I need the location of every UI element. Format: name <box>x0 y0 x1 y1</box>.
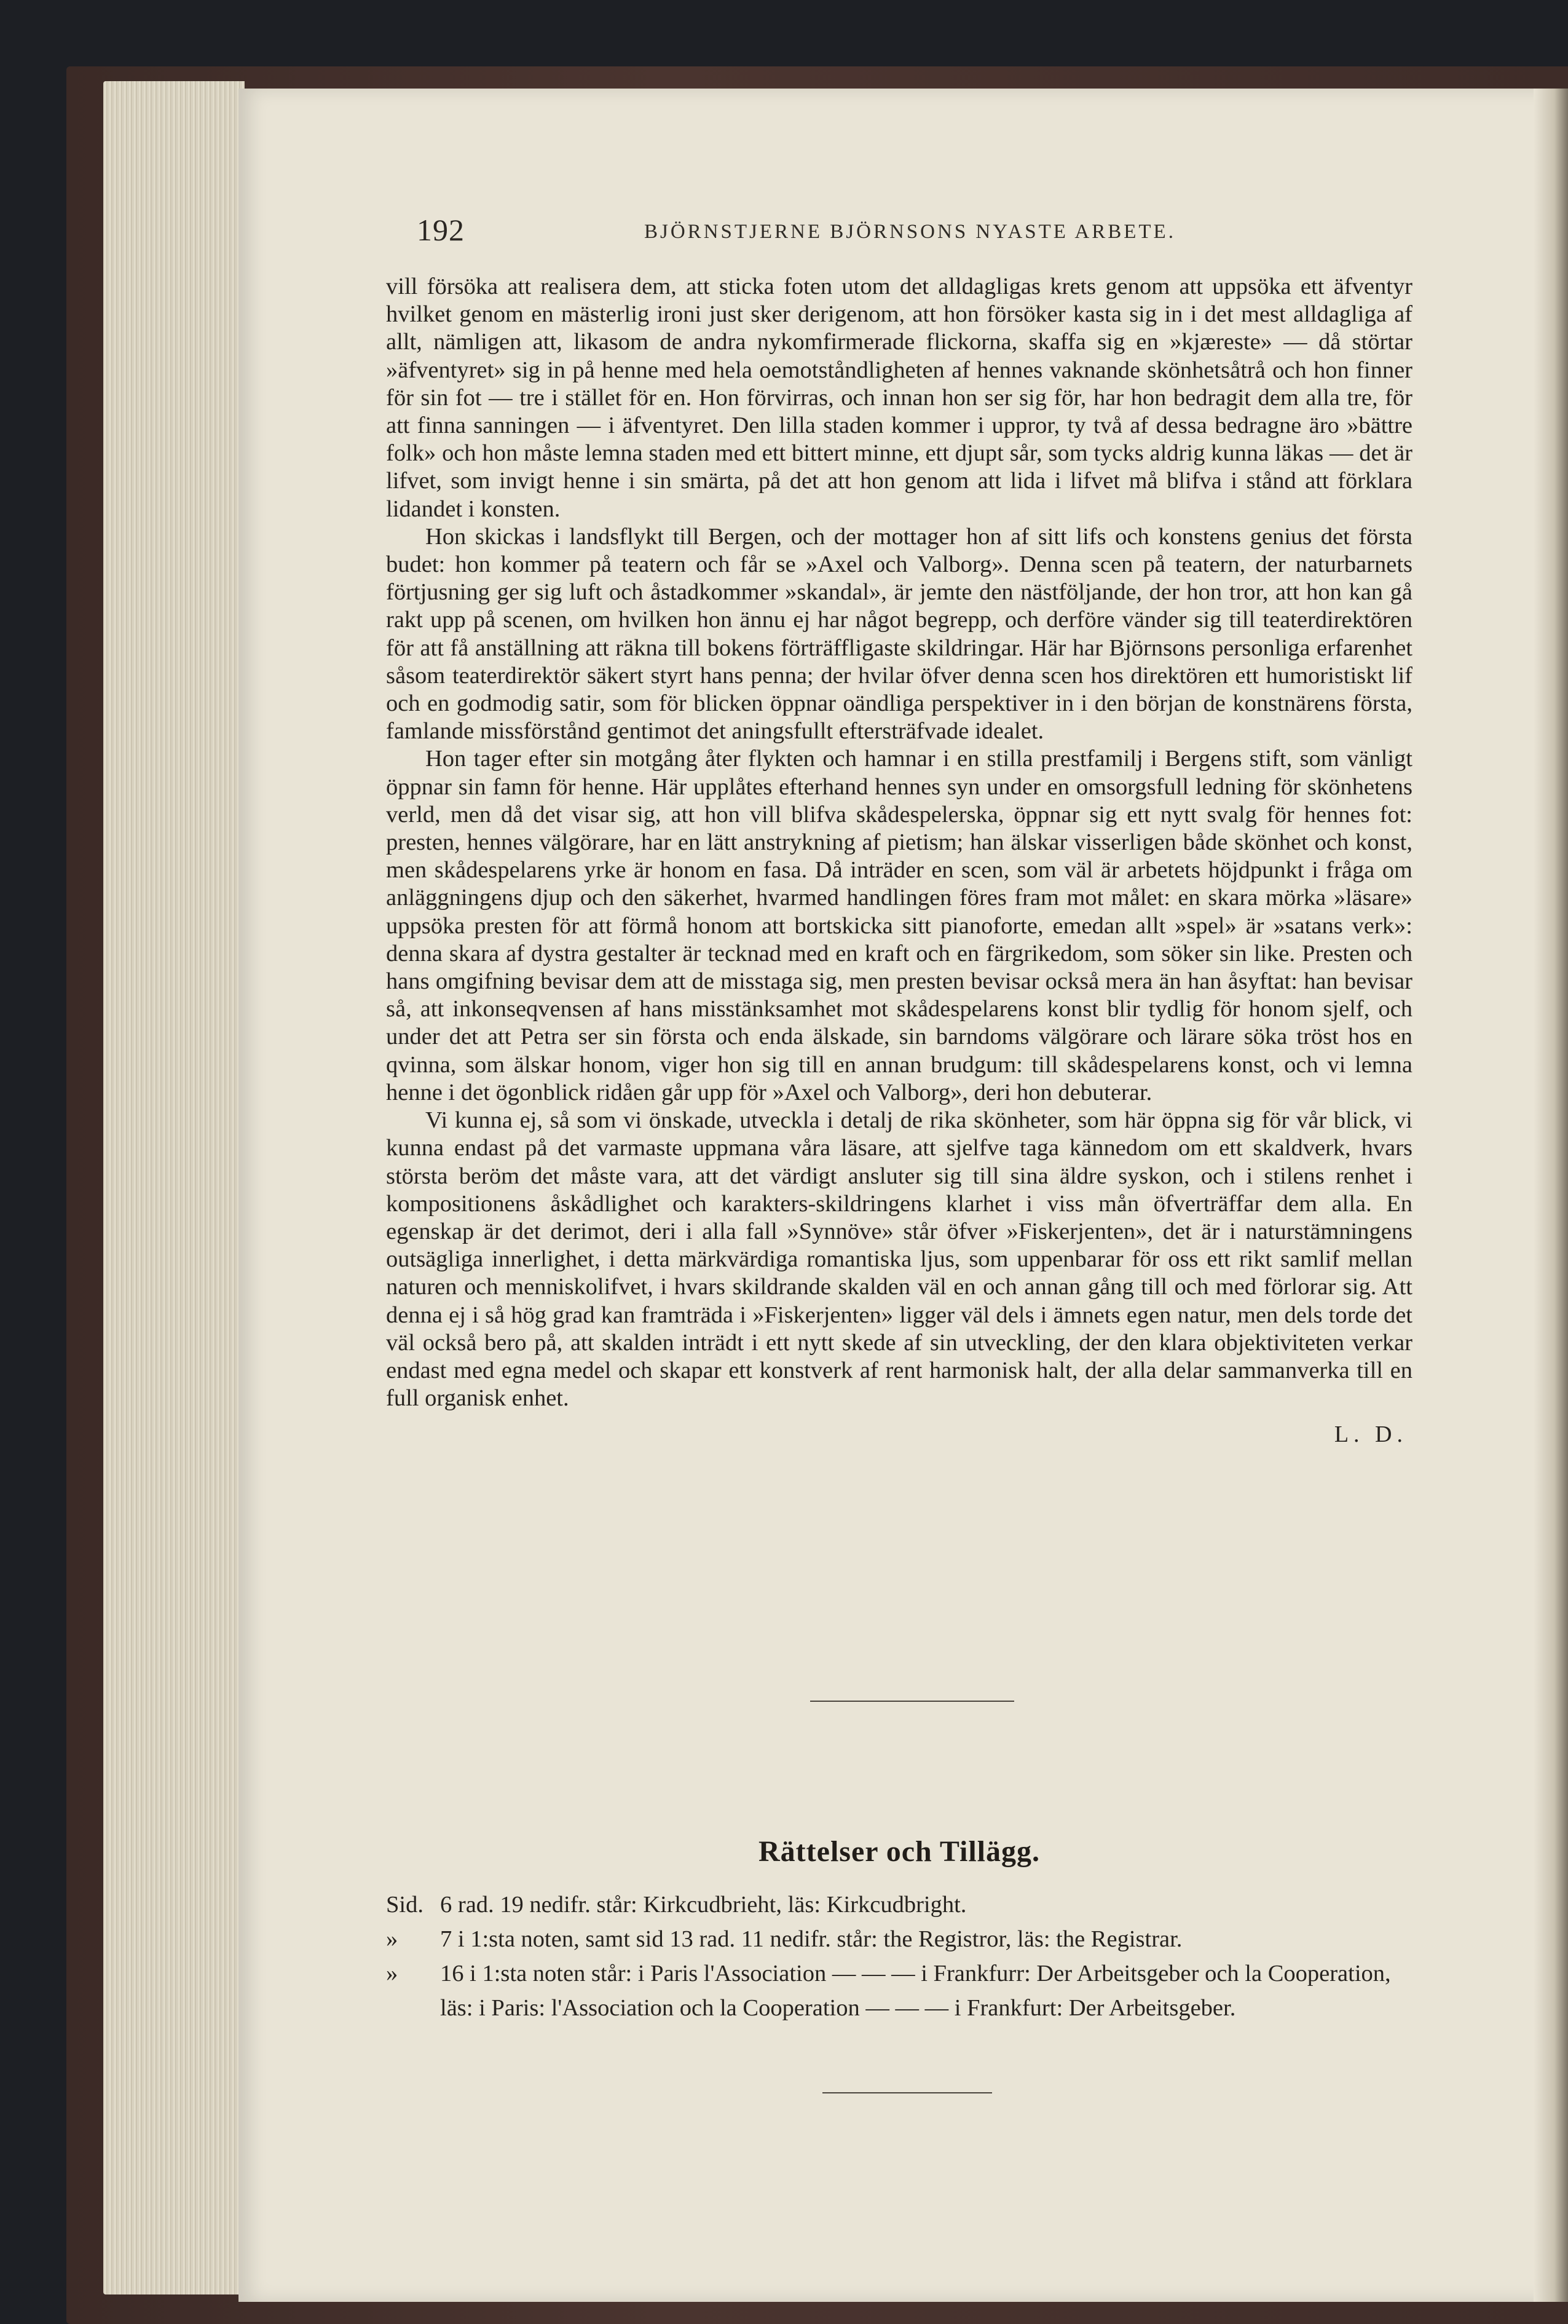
article-body <box>386 273 1412 1449</box>
erratum-text: 6 rad. 19 nedifr. står: Kirkcudbrieht, läs: Kirkcudbright. <box>440 1892 967 1918</box>
erratum-entry <box>386 1922 1412 1956</box>
end-divider <box>822 2092 992 2093</box>
page-edges <box>103 81 245 2294</box>
erratum-entry <box>386 1887 1412 1922</box>
page-number: 192 <box>417 213 465 247</box>
author-signature: L. D. <box>1334 1421 1408 1448</box>
erratum-prefix: » <box>386 1961 398 1986</box>
erratum-text: 16 i 1:sta noten står: i Paris l'Association — — — i Frankfurr: Der Arbeitsgeber och la Cooperation, läs: i Paris: l'Association och la Cooperation — — — i Frankfurt: Der Arbeitsgeber. <box>440 1961 1391 2021</box>
erratum-entry <box>386 1956 1412 2025</box>
paragraph: Hon tager efter sin motgång åter flykten och hamnar i en stilla prestfamilj i Bergens stift, som vänligt öppnar sin famn för henne. Här upplåtes efterhand hennes syn under en omsorgsfull ledning för skönhetens verld, men då det visar sig, att hon vill blifva skådespelerska, öppnar sig ett nytt svalg för hennes fot: presten, hennes välgörare, har en lätt anstrykning af pietism; han älskar visserligen både skönhet och konst, men skådespelarens yrke är honom en fasa. Då inträder en scen, som väl är arbetets höjdpunkt i fråga om anläggningens djup och den säkerhet, hvarmed handlingen föres fram mot målet: en skara mörka »läsare» uppsöka presten för att förmå honom att bortskicka sitt pianoforte, emedan allt »spel» är »satans verk»: denna skara af dystra gestalter är tecknad med en kraft och en färgrikedom, som söker sin like. Presten och hans omgifning bevisar dem att de misstaga sig, men presten bevisar också mera än han åsyftat: han bevisar så, att inkonseqvensen af hans misstänksamhet mot skådespelarens konst blir tydlig för honom sjelf, och under det att Petra ser sin första och enda älskade, sin barndoms välgörare och lärare söka tröst hos en qvinna, som älskar honom, viger hon sig till en annan brudgum: till skådespelarens konst, och vi lemna henne i det ögonblick ridåen går upp för »Axel och Valborg», deri hon debuterar. <box>386 746 1412 1105</box>
erratum-prefix: Sid. <box>386 1892 424 1918</box>
errata-list <box>386 1887 1412 2025</box>
erratum-prefix: » <box>386 1926 398 1952</box>
erratum-text: 7 i 1:sta noten, samt sid 13 rad. 11 nedifr. står: the Registror, läs: the Registrar. <box>440 1926 1183 1952</box>
paragraph: Hon skickas i landsflykt till Bergen, och der mottager hon af sitt lifs och konstens genius det första budet: hon kommer på teatern och får se »Axel och Valborg». Denna scen på teatern, der naturbarnets förtjusning ger sig luft och åstadkommer »skandal», är jemte den nästföljande, der hon tror, att hon kan gå rakt upp på scenen, om hvilken hon ännu ej har något begrepp, och derföre vänder sig till teaterdirektören för att få anställning att räkna till bokens förträffligaste skildringar. Här har Björnsons personliga erfarenhet såsom teaterdirektör säkert styrt hans penna; der hvilar öfver denna scen hos direktören ett humoristiskt lif och en godmodig satir, som för blicken öppnar oändliga perspektiver in i den början de konstnärens första, famlande missförstånd gentimot det aningsfullt eftersträfvade idealet. <box>386 523 1412 745</box>
section-divider <box>810 1701 1014 1702</box>
page-gutter-shadow <box>1534 89 1568 2302</box>
paragraph: vill försöka att realisera dem, att sticka foten utom det alldagligas krets genom att uppsöka ett äfventyr hvilket genom en mästerlig ironi just sker derigenom, att hon försöker kasta sig in i det mest alldagliga af allt, nämligen att, likasom de andra nykomfirmerade flickorna, skaffa sig en »kjæreste» — då störtar »äfventyret» sig in på henne med hela oemotståndligheten af hennes vaknande skönhetsåtrå och hon finner för sin fot — tre i stället för en. Hon förvirras, och innan hon ser sig för, har hon bedragit dem alla tre, för att finna sanningen — i äfventyret. Den lilla staden kommer i uppror, ty två af dessa bedragne äro »bättre folk» och hon måste lemna staden med ett bittert minne, ett djupt sår, som tycks aldrig kunna läkas — det är lifvet, som invigt henne i sin smärta, på det att hon genom att lida i lifvet må blifva i stånd att förklara lidandet i konsten. <box>386 274 1412 522</box>
running-head <box>417 212 1456 249</box>
errata-heading: Rättelser och Tillägg. <box>758 1835 1040 1868</box>
running-title: BJÖRNSTJERNE BJÖRNSONS NYASTE ARBETE. <box>644 221 1176 243</box>
paragraph: Vi kunna ej, så som vi önskade, utveckla i detalj de rika skönheter, som här öppna sig för vår blick, vi kunna endast på det varmaste uppmana våra läsare, att sjelfve taga kännedom om ett skaldverk, hvars största beröm det måste vara, att det värdigt ansluter sig till sina äldre syskon, och i stilens renhet i kompositionens åskådlighet och karakters-skildringens klarhet i viss mån öfverträffar dem alla. En egenskap är det derimot, deri i alla fall »Synnöve» står öfver »Fiskerjenten», det är i naturstämningens outsägliga innerlighet, i detta märkvärdiga romantiska ljus, som uppenbarar för oss ett rikt samlif mellan naturen och menniskolifvet, i hvars skildrande skalden väl en och annan gång till och med förlorar sig. Att denna ej i så hög grad kan framträda i »Fiskerjenten» ligger väl dels i ämnets egen natur, men dels torde det väl också bero på, att skalden inträdt i ett nytt skede af sin utveckling, der den klara objektiviteten verkar endast med egna medel och skapar ett konstverk af rent harmonisk halt, der alla delar sammanverka till en full organisk enhet. <box>386 1107 1412 1412</box>
